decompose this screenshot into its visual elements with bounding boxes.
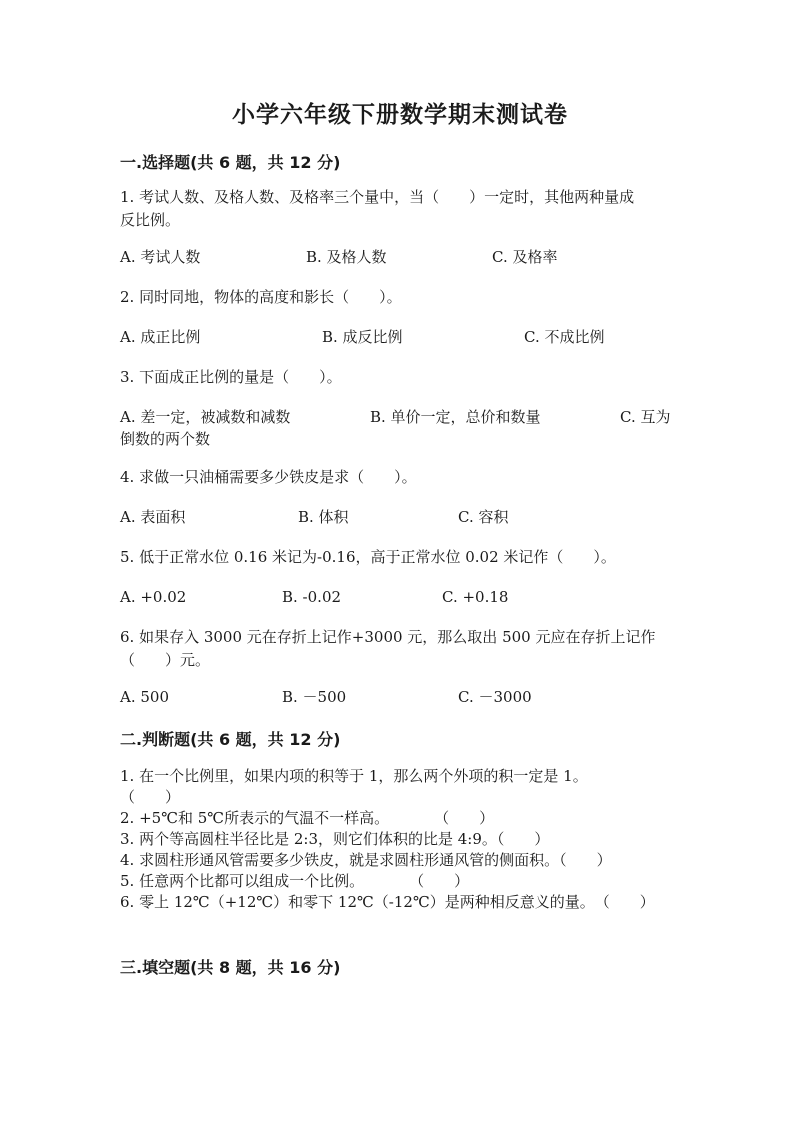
judge-question-4: 4. 求圆柱形通风管需要多少铁皮，就是求圆柱形通风管的侧面积。（ ） (120, 851, 612, 869)
option-c: C. 容积 (458, 508, 509, 526)
option-a: A. 500 (120, 688, 169, 706)
choice-options-3 (120, 406, 680, 429)
option-c: C. 及格率 (492, 248, 558, 266)
choice-question-2 (120, 286, 680, 309)
option-c: C. 互为 (620, 408, 671, 426)
question-stem-line: 1. 考试人数、及格人数、及格率三个量中，当（ ）一定时，其他两种量成 (120, 188, 635, 206)
question-stem-line: （ ）元。 (120, 651, 211, 669)
choice-options-1 (120, 246, 680, 269)
question-stem-line: 6. 如果存入 3000 元在存折上记作+3000 元，那么取出 500 元应在存折上记作 (120, 628, 656, 646)
judge-question-2: 2. +5℃和 5℃所表示的气温不一样高。 （ ） (120, 809, 495, 827)
section-heading-choice: 一.选择题(共 6 题，共 12 分) (120, 153, 341, 172)
option-c: C. +0.18 (442, 588, 509, 606)
judge-question-1: 1. 在一个比例里，如果内项的积等于 1，那么两个外项的积一定是 1。 (120, 767, 588, 785)
option-a: A. 成正比例 (120, 328, 201, 346)
option-c: C. 不成比例 (524, 328, 605, 346)
option-b: B. -0.02 (282, 588, 342, 606)
choice-question-6 (120, 626, 680, 672)
option-b: B. 及格人数 (306, 248, 387, 266)
option-a: A. 差一定，被减数和减数 (120, 408, 291, 426)
question-stem-line: 3. 下面成正比例的量是（ ）。 (120, 368, 342, 386)
choice-options-4 (120, 506, 680, 529)
choice-question-4 (120, 466, 680, 489)
option-b: B. 单价一定，总价和数量 (370, 408, 541, 426)
choice-question-5 (120, 546, 680, 569)
choice-options-5 (120, 586, 680, 609)
judge-question-3: 3. 两个等高圆柱半径比是 2:3，则它们体积的比是 4:9。（ ） (120, 830, 550, 848)
option-b: B. 成反比例 (322, 328, 403, 346)
choice-question-1 (120, 186, 680, 232)
option-a: A. 表面积 (120, 508, 186, 526)
option-a: A. +0.02 (120, 588, 187, 606)
option-c: C. －3000 (458, 688, 532, 706)
choice-options-2 (120, 326, 680, 349)
option-b: B. 体积 (298, 508, 349, 526)
section-heading-judge: 二.判断题(共 6 题，共 12 分) (120, 730, 341, 749)
option-b: B. －500 (282, 688, 347, 706)
page-title: 小学六年级下册数学期末测试卷 (232, 101, 568, 128)
question-stem-line: 2. 同时同地，物体的高度和影长（ ）。 (120, 288, 402, 306)
judge-question-5: 5. 任意两个比都可以组成一个比例。 （ ） (120, 872, 470, 890)
judge-question-6: 6. 零上 12℃（+12℃）和零下 12℃（-12℃）是两种相反意义的量。 （ ） (120, 893, 655, 911)
section-heading-fill: 三.填空题(共 8 题，共 16 分) (120, 958, 341, 977)
choice-question-3 (120, 366, 680, 389)
option-c-continuation: 倒数的两个数 (120, 430, 211, 448)
question-stem-line: 5. 低于正常水位 0.16 米记为-0.16，高于正常水位 0.02 米记作（ ）。 (120, 548, 616, 566)
choice-options-6 (120, 686, 680, 709)
question-stem-line: 反比例。 (120, 211, 181, 229)
judge-answer-blank: （ ） (120, 788, 181, 806)
question-stem-line: 4. 求做一只油桶需要多少铁皮是求（ ）。 (120, 468, 417, 486)
option-a: A. 考试人数 (120, 248, 201, 266)
